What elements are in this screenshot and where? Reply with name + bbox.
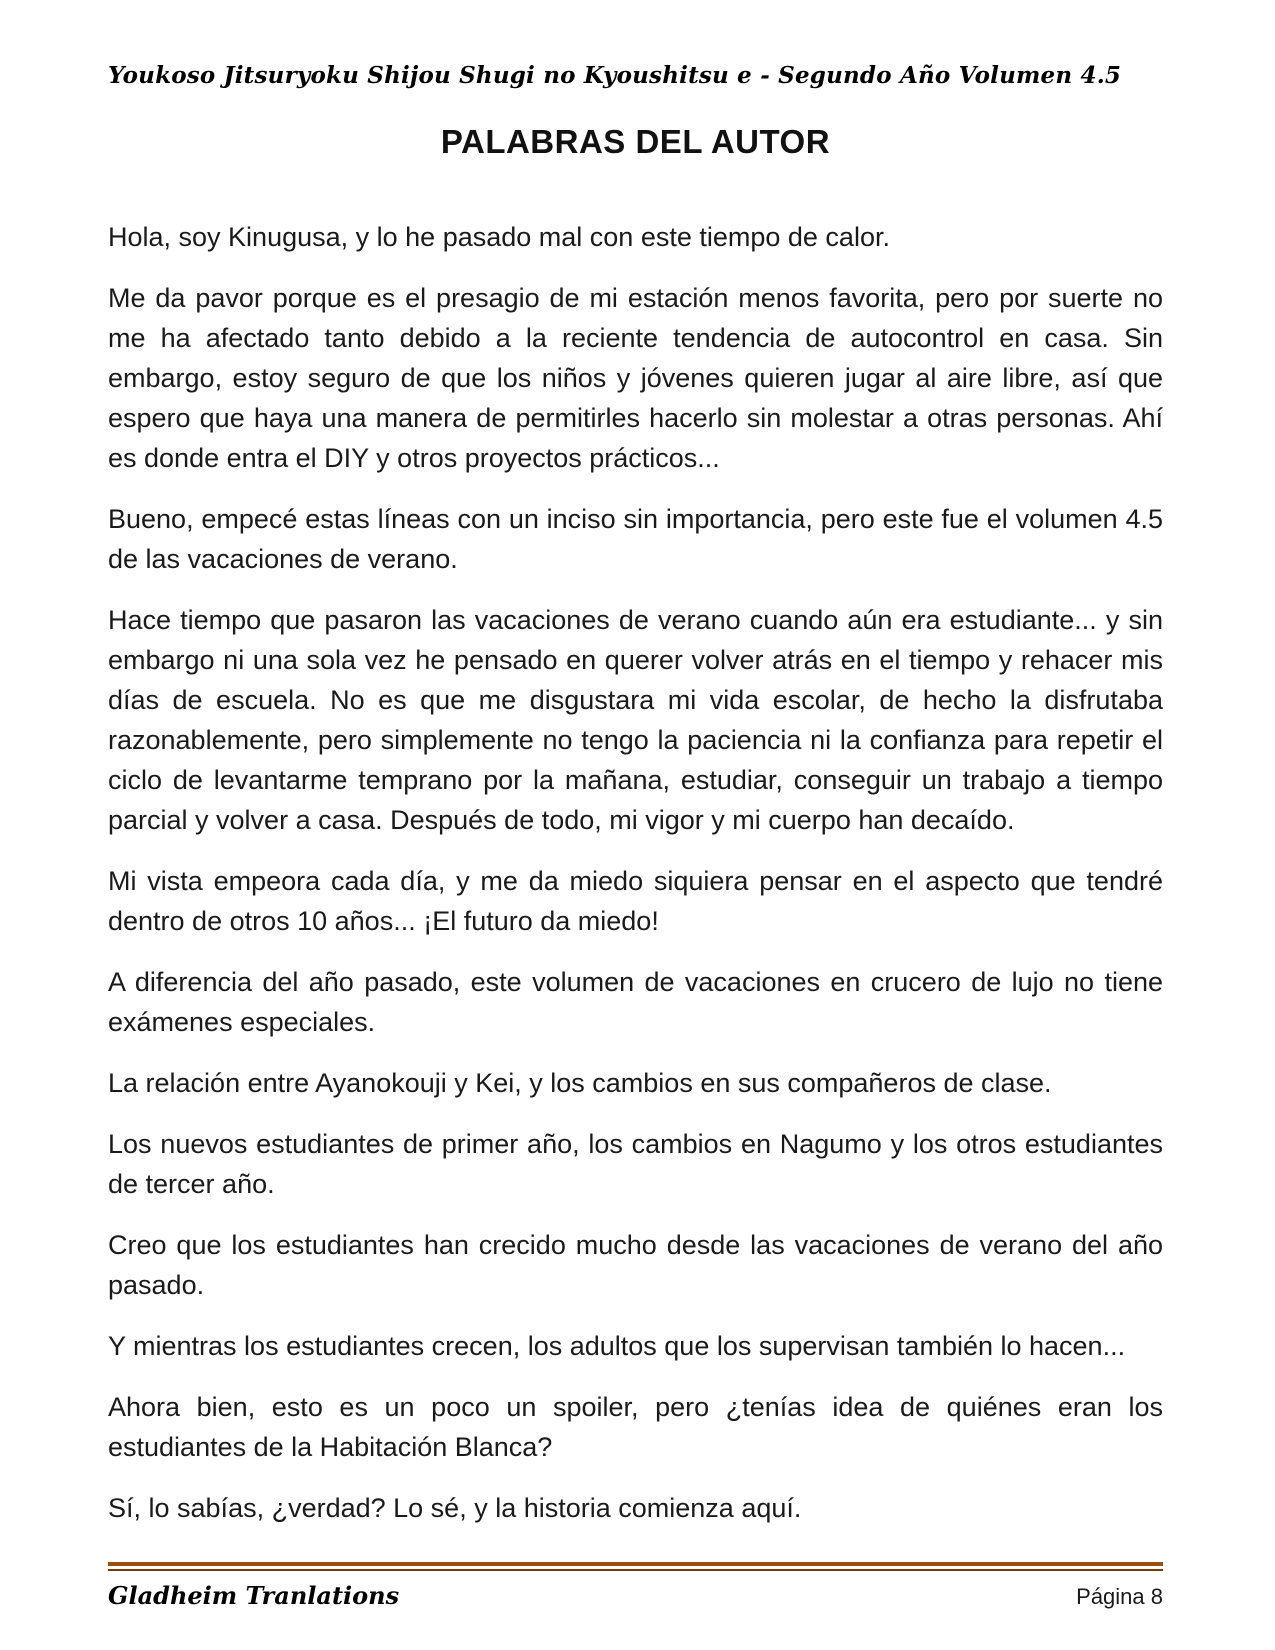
paragraph: Hace tiempo que pasaron las vacaciones de verano cuando aún era estudiante... y sin embargo ni una sola vez he pensado en querer volver atrás en el tiempo y rehacer mis días de escuela. No es que me disgustara mi vida escolar, de hecho la disfrutaba razonablemente, pero simplemente no tengo la paciencia ni la confianza para repetir el ciclo de levantarme temprano por la mañana, estudiar, conseguir un trabajo a tiempo parcial y volver a casa. Después de todo, mi vigor y mi cuerpo han decaído. [108,605,1163,835]
paragraph: Creo que los estudiantes han crecido mucho desde las vacaciones de verano del año pasado. [108,1230,1163,1300]
footer-divider [108,1562,1163,1571]
footer-translator-credit: Gladheim Tranlations [108,1581,400,1610]
footer-page-number: Página 8 [1076,1584,1163,1609]
paragraph: Y mientras los estudiantes crecen, los adultos que los supervisan también lo hacen... [108,1331,1126,1361]
paragraph: A diferencia del año pasado, este volumen de vacaciones en crucero de lujo no tiene exámenes especiales. [108,967,1163,1037]
paragraph: Ahora bien, esto es un poco un spoiler, pero ¿tenías idea de quiénes eran los estudiantes de la Habitación Blanca? [108,1392,1163,1462]
paragraph: La relación entre Ayanokouji y Kei, y los cambios en sus compañeros de clase. [108,1068,1052,1098]
paragraph: Me da pavor porque es el presagio de mi estación menos favorita, pero por suerte no me ha afectado tanto debido a la reciente tendencia de autocontrol en casa. Sin embargo, estoy seguro de que los niños y jóvenes quieren jugar al aire libre, así que espero que haya una manera de permitirles hacerlo sin molestar a otras personas. Ahí es donde entra el DIY y otros proyectos prácticos... [108,283,1163,473]
paragraph: Bueno, empecé estas líneas con un inciso sin importancia, pero este fue el volumen 4.5 de las vacaciones de verano. [108,504,1163,574]
paragraph: Mi vista empeora cada día, y me da miedo siquiera pensar en el aspecto que tendré dentro de otros 10 años... ¡El futuro da miedo! [108,866,1163,936]
paragraph: Hola, soy Kinugusa, y lo he pasado mal con este tiempo de calor. [108,222,890,252]
page-header: Youkoso Jitsuryoku Shijou Shugi no Kyoushitsu e - Segundo Año Volumen 4.5 [108,62,1122,89]
page-title: PALABRAS DEL AUTOR [440,123,831,160]
paragraph: Sí, lo sabías, ¿verdad? Lo sé, y la historia comienza aquí. [108,1493,802,1523]
paragraph: Los nuevos estudiantes de primer año, los cambios en Nagumo y los otros estudiantes de tercer año. [108,1129,1163,1199]
document-body [108,217,1163,1562]
page-footer [108,1571,1163,1610]
